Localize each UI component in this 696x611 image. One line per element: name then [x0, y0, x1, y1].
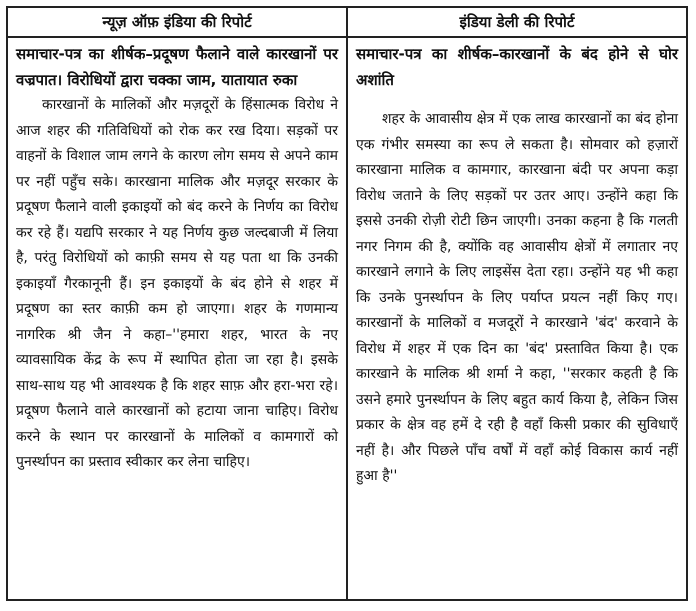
header-news-of-india: न्यूज़ ऑफ़ इंडिया की रिपोर्ट	[8, 8, 348, 36]
left-headline: समाचार-पत्र का शीर्षक–प्रदूषण फैलाने वाले कारखानों पर वज्रपात। विरोधियों द्वारा चक्का जाम, यातायात रुका	[16, 45, 338, 89]
comparison-table	[6, 6, 688, 601]
right-headline: समाचार-पत्र का शीर्षक–कारखानों के बंद होने से घोर अशांति	[356, 45, 678, 89]
right-body-text: शहर के आवासीय क्षेत्र में एक लाख कारखानों का बंद होना एक गंभीर समस्या का रूप ले सकता है। सोमवार को हज़ारों कारखाना मालिक व कामगार, कारखाना बंदी पर अपना कड़ा विरोध जताने के लिए सड़कों पर उतर आए। उन्होंने कहा कि इससे उनकी रोज़ी रोटी छिन जाएगी। उनका कहना है कि गलती नगर निगम की है, क्योंकि वह आवासीय क्षेत्रों में लगातार नए कारखाने लगाने के लिए लाइसेंस देता रहा। उन्होंने यह भी कहा कि उनके पुनर्स्थापन के लिए पर्याप्त प्रयत्न नहीं किए गए। कारखानों के मालिकों व मजदूरों ने कारखाने 'बंद' करवाने के विरोध में शहर में एक दिन का 'बंद' प्रस्तावित किया है। एक कारखाने के मालिक श्री शर्मा ने कहा, ''सरकार कहती है कि उसने हमारे पुनर्स्थापन के लिए बहुत कार्य किया है, लेकिन जिस प्रकार के क्षेत्र वह हमें दे रही है वहाँ किसी प्रकार की सुविधाएँ नहीं है। और पिछले पाँच वर्षों में वहाँ कोई विकास कार्य नहीं हुआ है''	[356, 111, 678, 484]
right-report-column	[348, 38, 686, 599]
left-body-text: कारखानों के मालिकों और मज़दूरों के हिंसात्मक विरोध ने आज शहर की गतिविधियों को रोक कर रख दिया। सड़कों पर वाहनों के विशाल जाम लगने के कारण लोग समय से अपने काम पर नहीं पहुँच सके। कारखाना मालिक और मज़दूर सरकार के प्रदूषण फैलाने वाली इकाइयों को बंद करने के निर्णय का विरोध कर रहे हैं। यद्यपि सरकार ने यह निर्णय कुछ जल्दबाजी में लिया है, परंतु विरोधियों को काफ़ी समय से यह पता था कि उनकी इकाइयाँ गैरकानूनी हैं। इन इकाइयों के बंद होने से शहर में प्रदूषण का स्तर काफ़ी कम हो जाएगा। शहर के गणमान्य नागरिक श्री जैन ने कहा–''हमारा शहर, भारत के नए व्यावसायिक केंद्र के रूप में स्थापित होता जा रहा है। इसके साथ-साथ यह भी आवश्यक है कि शहर साफ़ और हरा-भरा रहे। प्रदूषण फैलाने वाले कारखानों को हटाया जाना चाहिए। विरोध करने के स्थान पर कारखानों के मालिकों व कामगारों को पुनर्स्थापन का प्रस्ताव स्वीकार कर लेना चाहिए।	[16, 97, 338, 470]
table-body-row	[8, 38, 686, 599]
left-report-column	[8, 38, 348, 599]
table-header-row	[8, 8, 686, 38]
header-india-daily: इंडिया डेली की रिपोर्ट	[459, 13, 575, 31]
